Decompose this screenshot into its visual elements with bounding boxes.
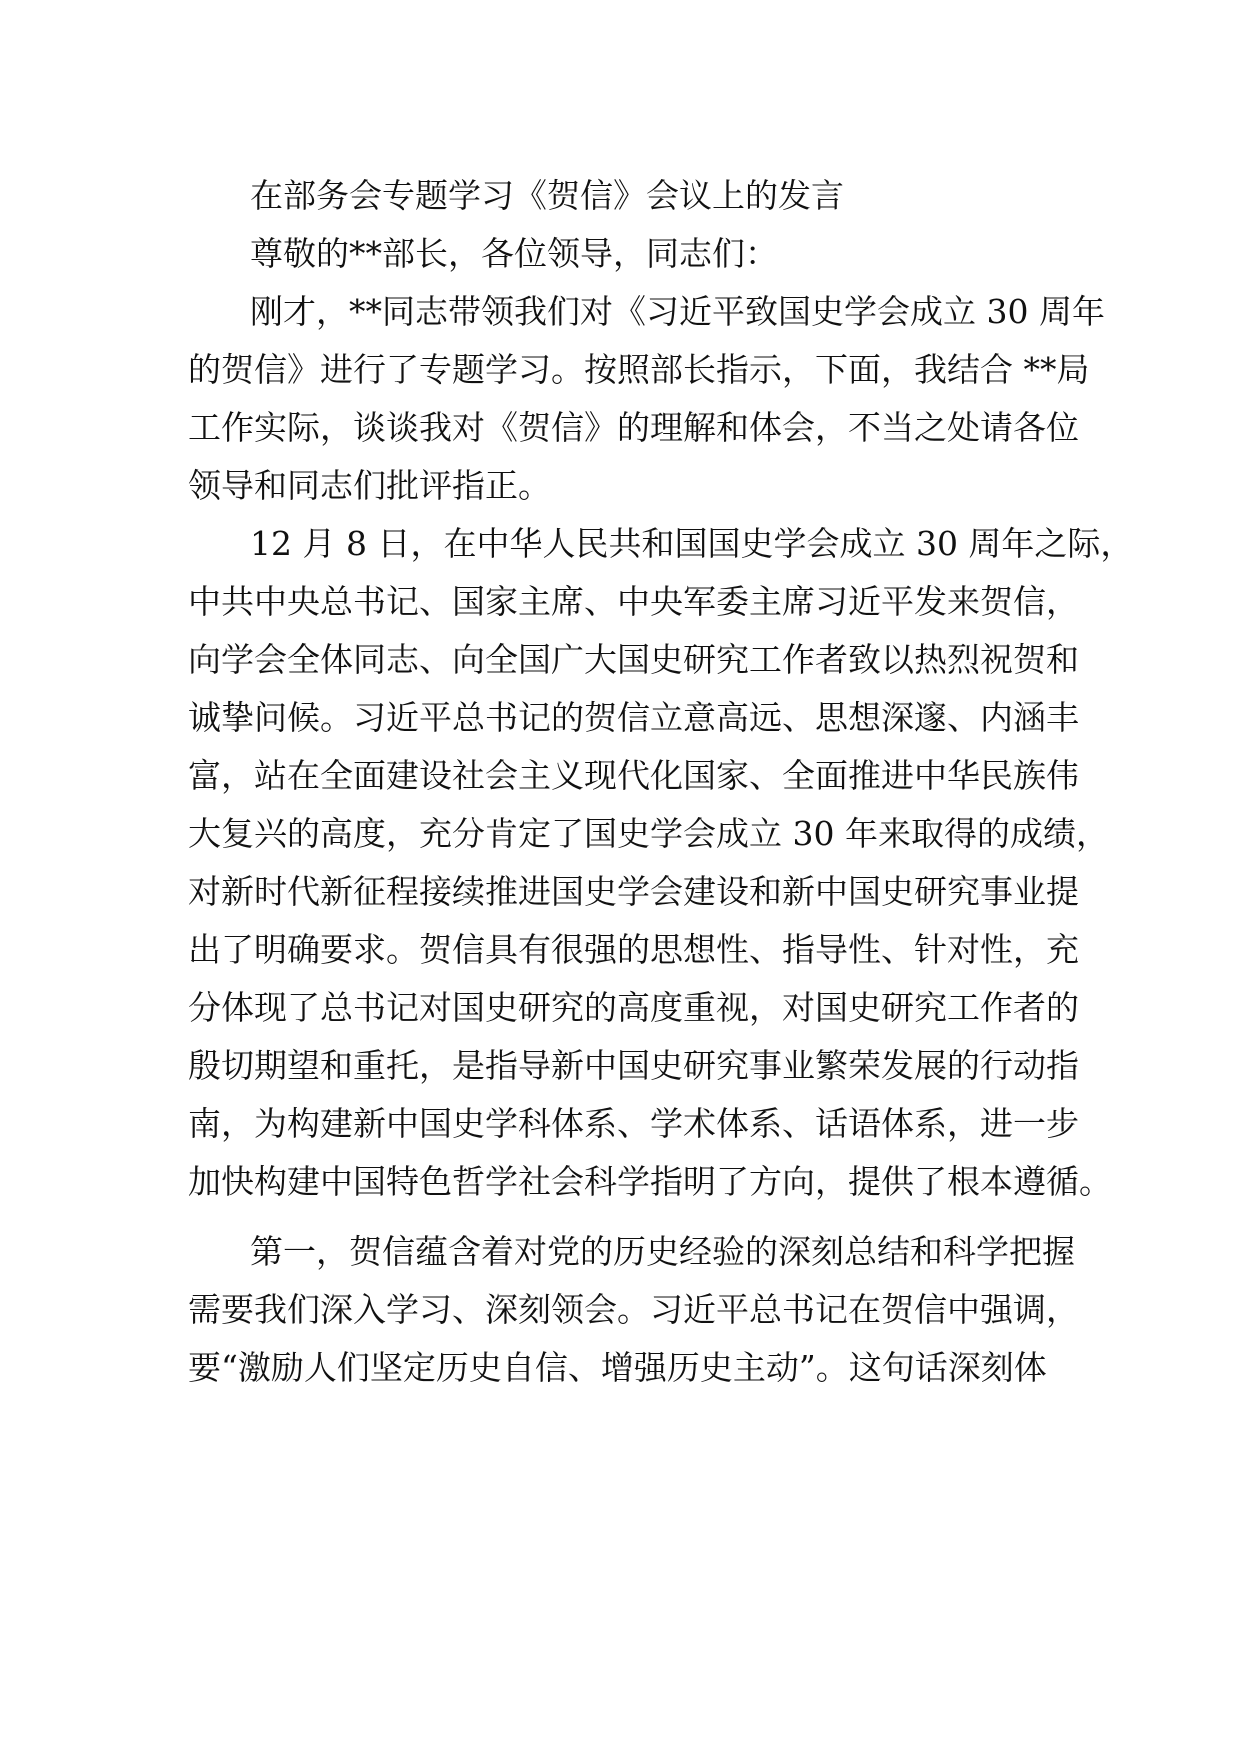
paragraph-line: 对新时代新征程接续推进国史学会建设和新中国史研究事业提 xyxy=(188,872,1079,911)
salutation: 尊敬的**部长，各位领导，同志们： xyxy=(250,234,778,273)
paragraph-line: 领导和同志们批评指正。 xyxy=(188,466,551,505)
paragraph-line: 中共中央总书记、国家主席、中央军委主席习近平发来贺信， xyxy=(188,582,1079,621)
paragraph-line: 向学会全体同志、向全国广大国史研究工作者致以热烈祝贺和 xyxy=(188,640,1079,679)
paragraph-line: 刚才，**同志带领我们对《习近平致国史学会成立 30 周年 xyxy=(250,292,1105,331)
paragraph-line: 分体现了总书记对国史研究的高度重视，对国史研究工作者的 xyxy=(188,988,1079,1027)
paragraph-line: 的贺信》进行了专题学习。按照部长指示，下面，我结合 **局 xyxy=(188,350,1090,389)
paragraph-line: 出了明确要求。贺信具有很强的思想性、指导性、针对性，充 xyxy=(188,930,1079,969)
paragraph-line: 南，为构建新中国史学科体系、学术体系、话语体系，进一步 xyxy=(188,1104,1079,1143)
paragraph-line: 加快构建中国特色哲学社会科学指明了方向，提供了根本遵循。 xyxy=(188,1162,1112,1201)
paragraph-line: 工作实际，谈谈我对《贺信》的理解和体会，不当之处请各位 xyxy=(188,408,1079,447)
paragraph-line: 大复兴的高度，充分肯定了国史学会成立 30 年来取得的成绩， xyxy=(188,814,1109,853)
paragraph-line: 诚挚问候。习近平总书记的贺信立意高远、思想深邃、内涵丰 xyxy=(188,698,1079,737)
paragraph-line: 富，站在全面建设社会主义现代化国家、全面推进中华民族伟 xyxy=(188,756,1079,795)
paragraph-line: 12 月 8 日，在中华人民共和国国史学会成立 30 周年之际， xyxy=(250,524,1134,563)
paragraph-line: 需要我们深入学习、深刻领会。习近平总书记在贺信中强调， xyxy=(188,1290,1079,1329)
paragraph-line: 第一，贺信蕴含着对党的历史经验的深刻总结和科学把握 xyxy=(250,1232,1075,1271)
paragraph-line: 殷切期望和重托，是指导新中国史研究事业繁荣发展的行动指 xyxy=(188,1046,1079,1085)
document-title: 在部务会专题学习《贺信》会议上的发言 xyxy=(250,176,844,215)
paragraph-line: 要“激励人们坚定历史自信、增强历史主动”。这句话深刻体 xyxy=(188,1348,1047,1387)
